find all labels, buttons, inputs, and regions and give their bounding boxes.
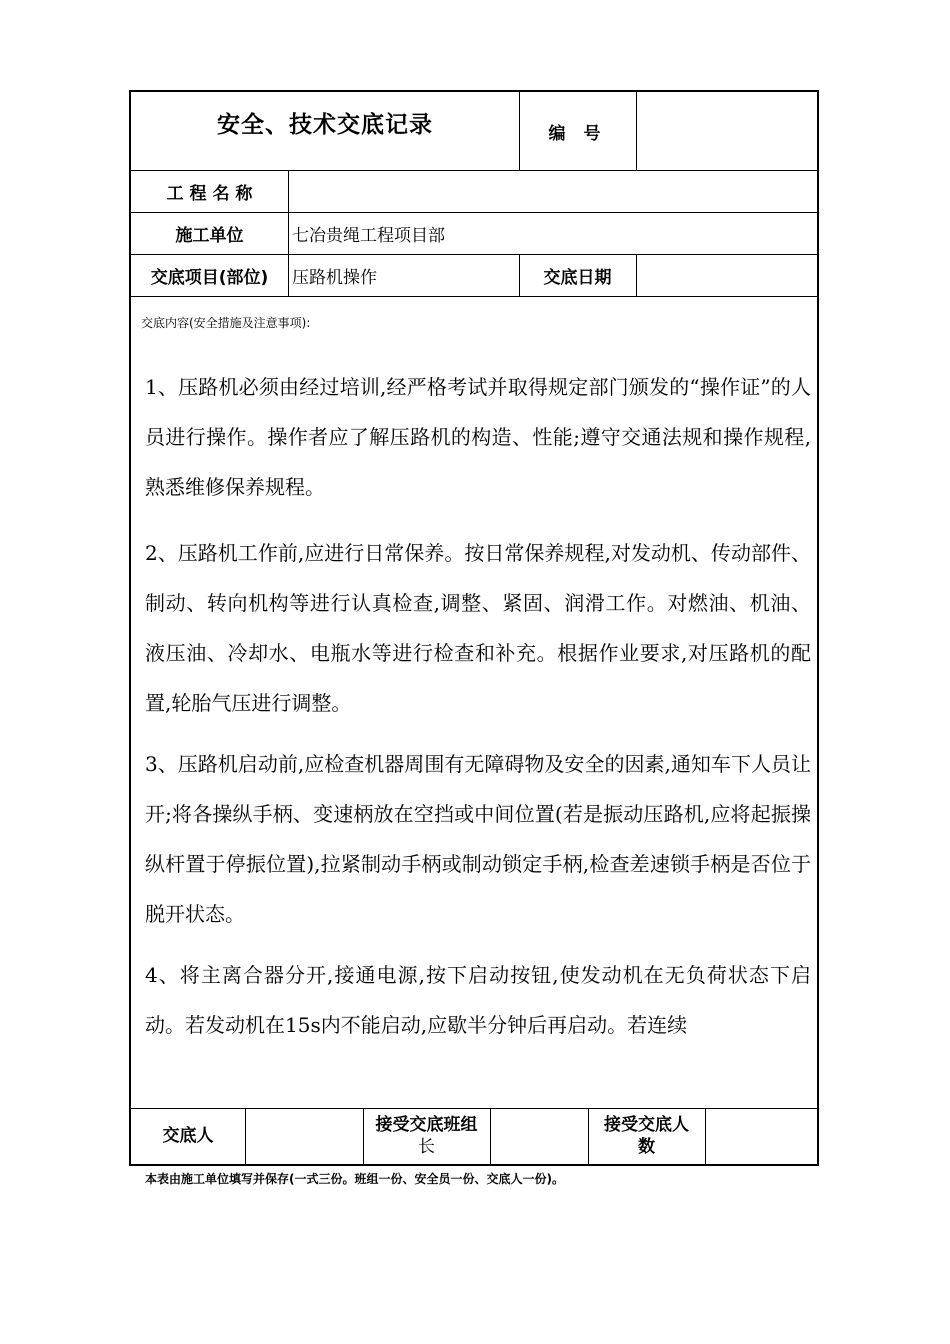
form-title: 安全、技术交底记录: [217, 111, 433, 138]
disclosure-date-field[interactable]: [636, 254, 817, 296]
disclosure-item-field[interactable]: 压路机操作: [292, 267, 377, 288]
content-paragraph-4: 4、将主离合器分开,接通电源,按下启动按钮,使发动机在无负荷状态下启动。若发动机在15s内不能启动,应歇半分钟后再启动。若连续: [145, 963, 811, 1037]
disclosure-form: [129, 90, 819, 1166]
team-leader-label-line1: 接受交底班组: [375, 1115, 478, 1135]
construction-unit-label: 施工单位: [175, 225, 244, 246]
content-paragraph-1: 1、压路机必须由经过培训,经严格考试并取得规定部门颁发的“操作证”的人员进行操作。操作者应了解压路机的构造、性能;遵守交通法规和操作规程,熟悉维修保养规程。: [145, 375, 811, 499]
row-divider: [131, 296, 817, 297]
recipient-count-label: [588, 1108, 705, 1164]
project-name-label: 工 程 名 称: [166, 183, 253, 204]
team-leader-label-line2: 长: [418, 1137, 435, 1157]
recipient-count-label-line1: 接受交底人: [604, 1115, 689, 1135]
content-paragraph-3: 3、压路机启动前,应检查机器周围有无障碍物及安全的因素,通知车下人员让开;将各操纵手柄、变速柄放在空挡或中间位置(若是振动压路机,应将起振操纵杆置于停振位置),拉紧制动手柄或制动锁定手柄,检查差速锁手柄是否位于脱开状态。: [145, 752, 811, 926]
team-leader-field[interactable]: [490, 1108, 588, 1164]
project-name-field[interactable]: [288, 170, 817, 212]
number-field[interactable]: [636, 92, 817, 170]
form-note: 本表由施工单位填写并保存(一式三份。班组一份、安全员一份、交底人一份)。: [145, 1172, 564, 1186]
number-label: 编 号: [548, 123, 607, 144]
recipient-count-label-line2: 数: [638, 1137, 655, 1157]
recipient-count-field[interactable]: [705, 1108, 817, 1164]
discloser-field[interactable]: [245, 1108, 363, 1164]
team-leader-label: [363, 1108, 490, 1164]
disclosure-date-label: 交底日期: [543, 267, 612, 288]
construction-unit-field[interactable]: 七冶贵绳工程项目部: [292, 225, 445, 246]
content-heading: 交底内容(安全措施及注意事项):: [141, 316, 311, 330]
disclosure-item-label: 交底项目(部位): [150, 267, 269, 288]
content-paragraph-2: 2、压路机工作前,应进行日常保养。按日常保养规程,对发动机、传动部件、制动、转向机构等进行认真检查,调整、紧固、润滑工作。对燃油、机油、液压油、冷却水、电瓶水等进行检查和补充。根据作业要求,对压路机的配置,轮胎气压进行调整。: [145, 541, 811, 715]
discloser-label: 交底人: [162, 1126, 214, 1146]
